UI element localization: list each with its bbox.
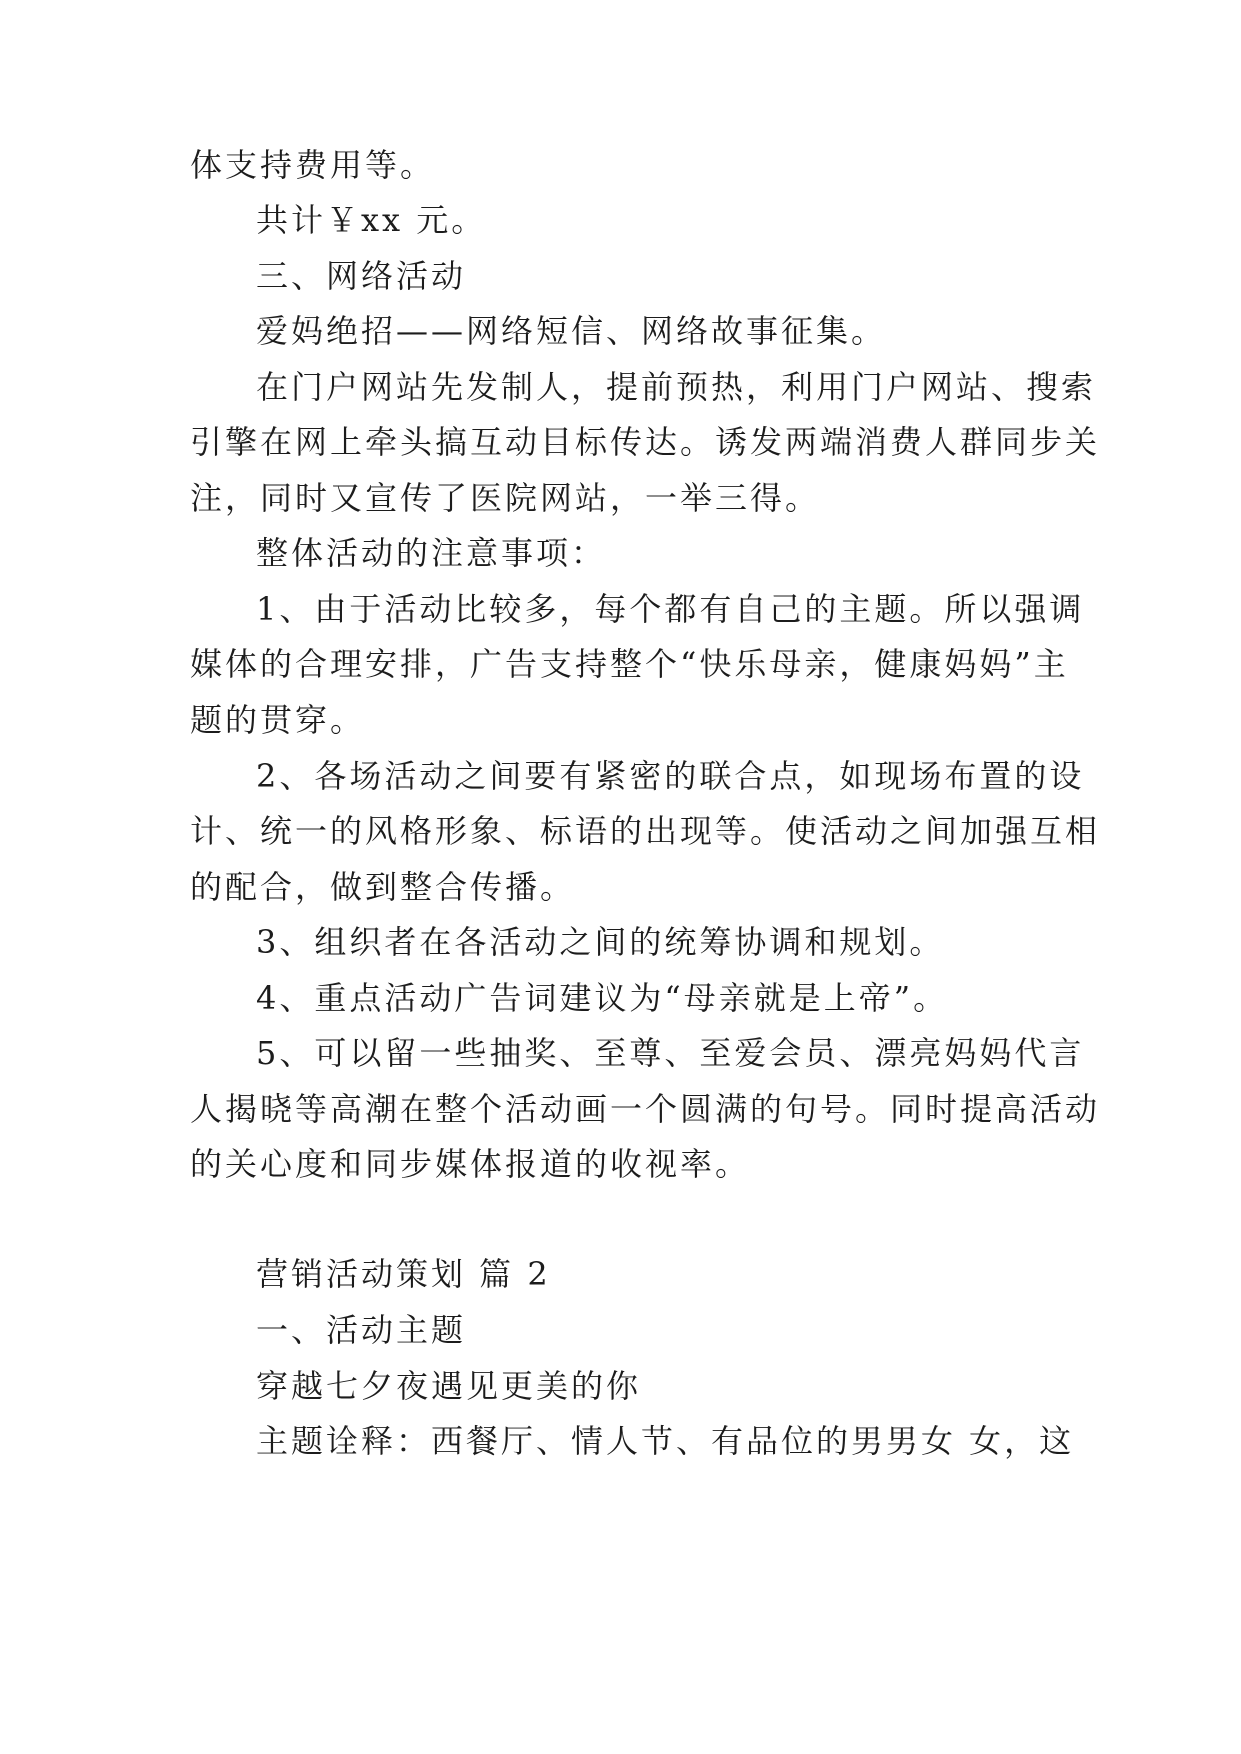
article-heading: 营销活动策划 篇 2 xyxy=(256,1255,551,1293)
section-heading: 一、活动主题 xyxy=(256,1311,467,1349)
text-line: 3、组织者在各活动之间的统筹协调和规划。 xyxy=(256,923,945,961)
text-line: 媒体的合理安排，广告支持整个“快乐母亲，健康妈妈”主 xyxy=(190,645,1069,683)
text-line: 的关心度和同步媒体报道的收视率。 xyxy=(190,1145,751,1183)
text-line: 人揭晓等高潮在整个活动画一个圆满的句号。同时提高活动 xyxy=(190,1090,1101,1128)
text-line: 题的贯穿。 xyxy=(190,701,366,739)
text-line: 主题诠释：西餐厅、情人节、有品位的男男女 女，这 xyxy=(256,1422,1075,1460)
text-line: 共计￥xx 元。 xyxy=(256,201,487,239)
text-line: 在门户网站先发制人，提前预热，利用门户网站、搜索 xyxy=(256,368,1097,406)
text-line: 4、重点活动广告词建议为“母亲就是上帝”。 xyxy=(256,979,949,1017)
text-line: 引擎在网上牵头搞互动目标传达。诱发两端消费人群同步关 xyxy=(190,423,1101,461)
text-line: 计、统一的风格形象、标语的出现等。使活动之间加强互相 xyxy=(190,812,1101,850)
text-line: 整体活动的注意事项： xyxy=(256,534,607,572)
text-line: 的配合，做到整合传播。 xyxy=(190,868,576,906)
text-line: 2、各场活动之间要有紧密的联合点，如现场布置的设 xyxy=(256,757,1085,795)
text-line: 1、由于活动比较多，每个都有自己的主题。所以强调 xyxy=(256,590,1085,628)
text-line: 体支持费用等。 xyxy=(190,146,436,184)
text-line: 爱妈绝招——网络短信、网络故事征集。 xyxy=(256,312,887,350)
section-heading: 三、网络活动 xyxy=(256,257,467,295)
text-line: 穿越七夕夜遇见更美的你 xyxy=(256,1367,642,1405)
text-line: 注，同时又宣传了医院网站，一举三得。 xyxy=(190,479,821,517)
text-line: 5、可以留一些抽奖、至尊、至爱会员、漂亮妈妈代言 xyxy=(256,1034,1085,1072)
